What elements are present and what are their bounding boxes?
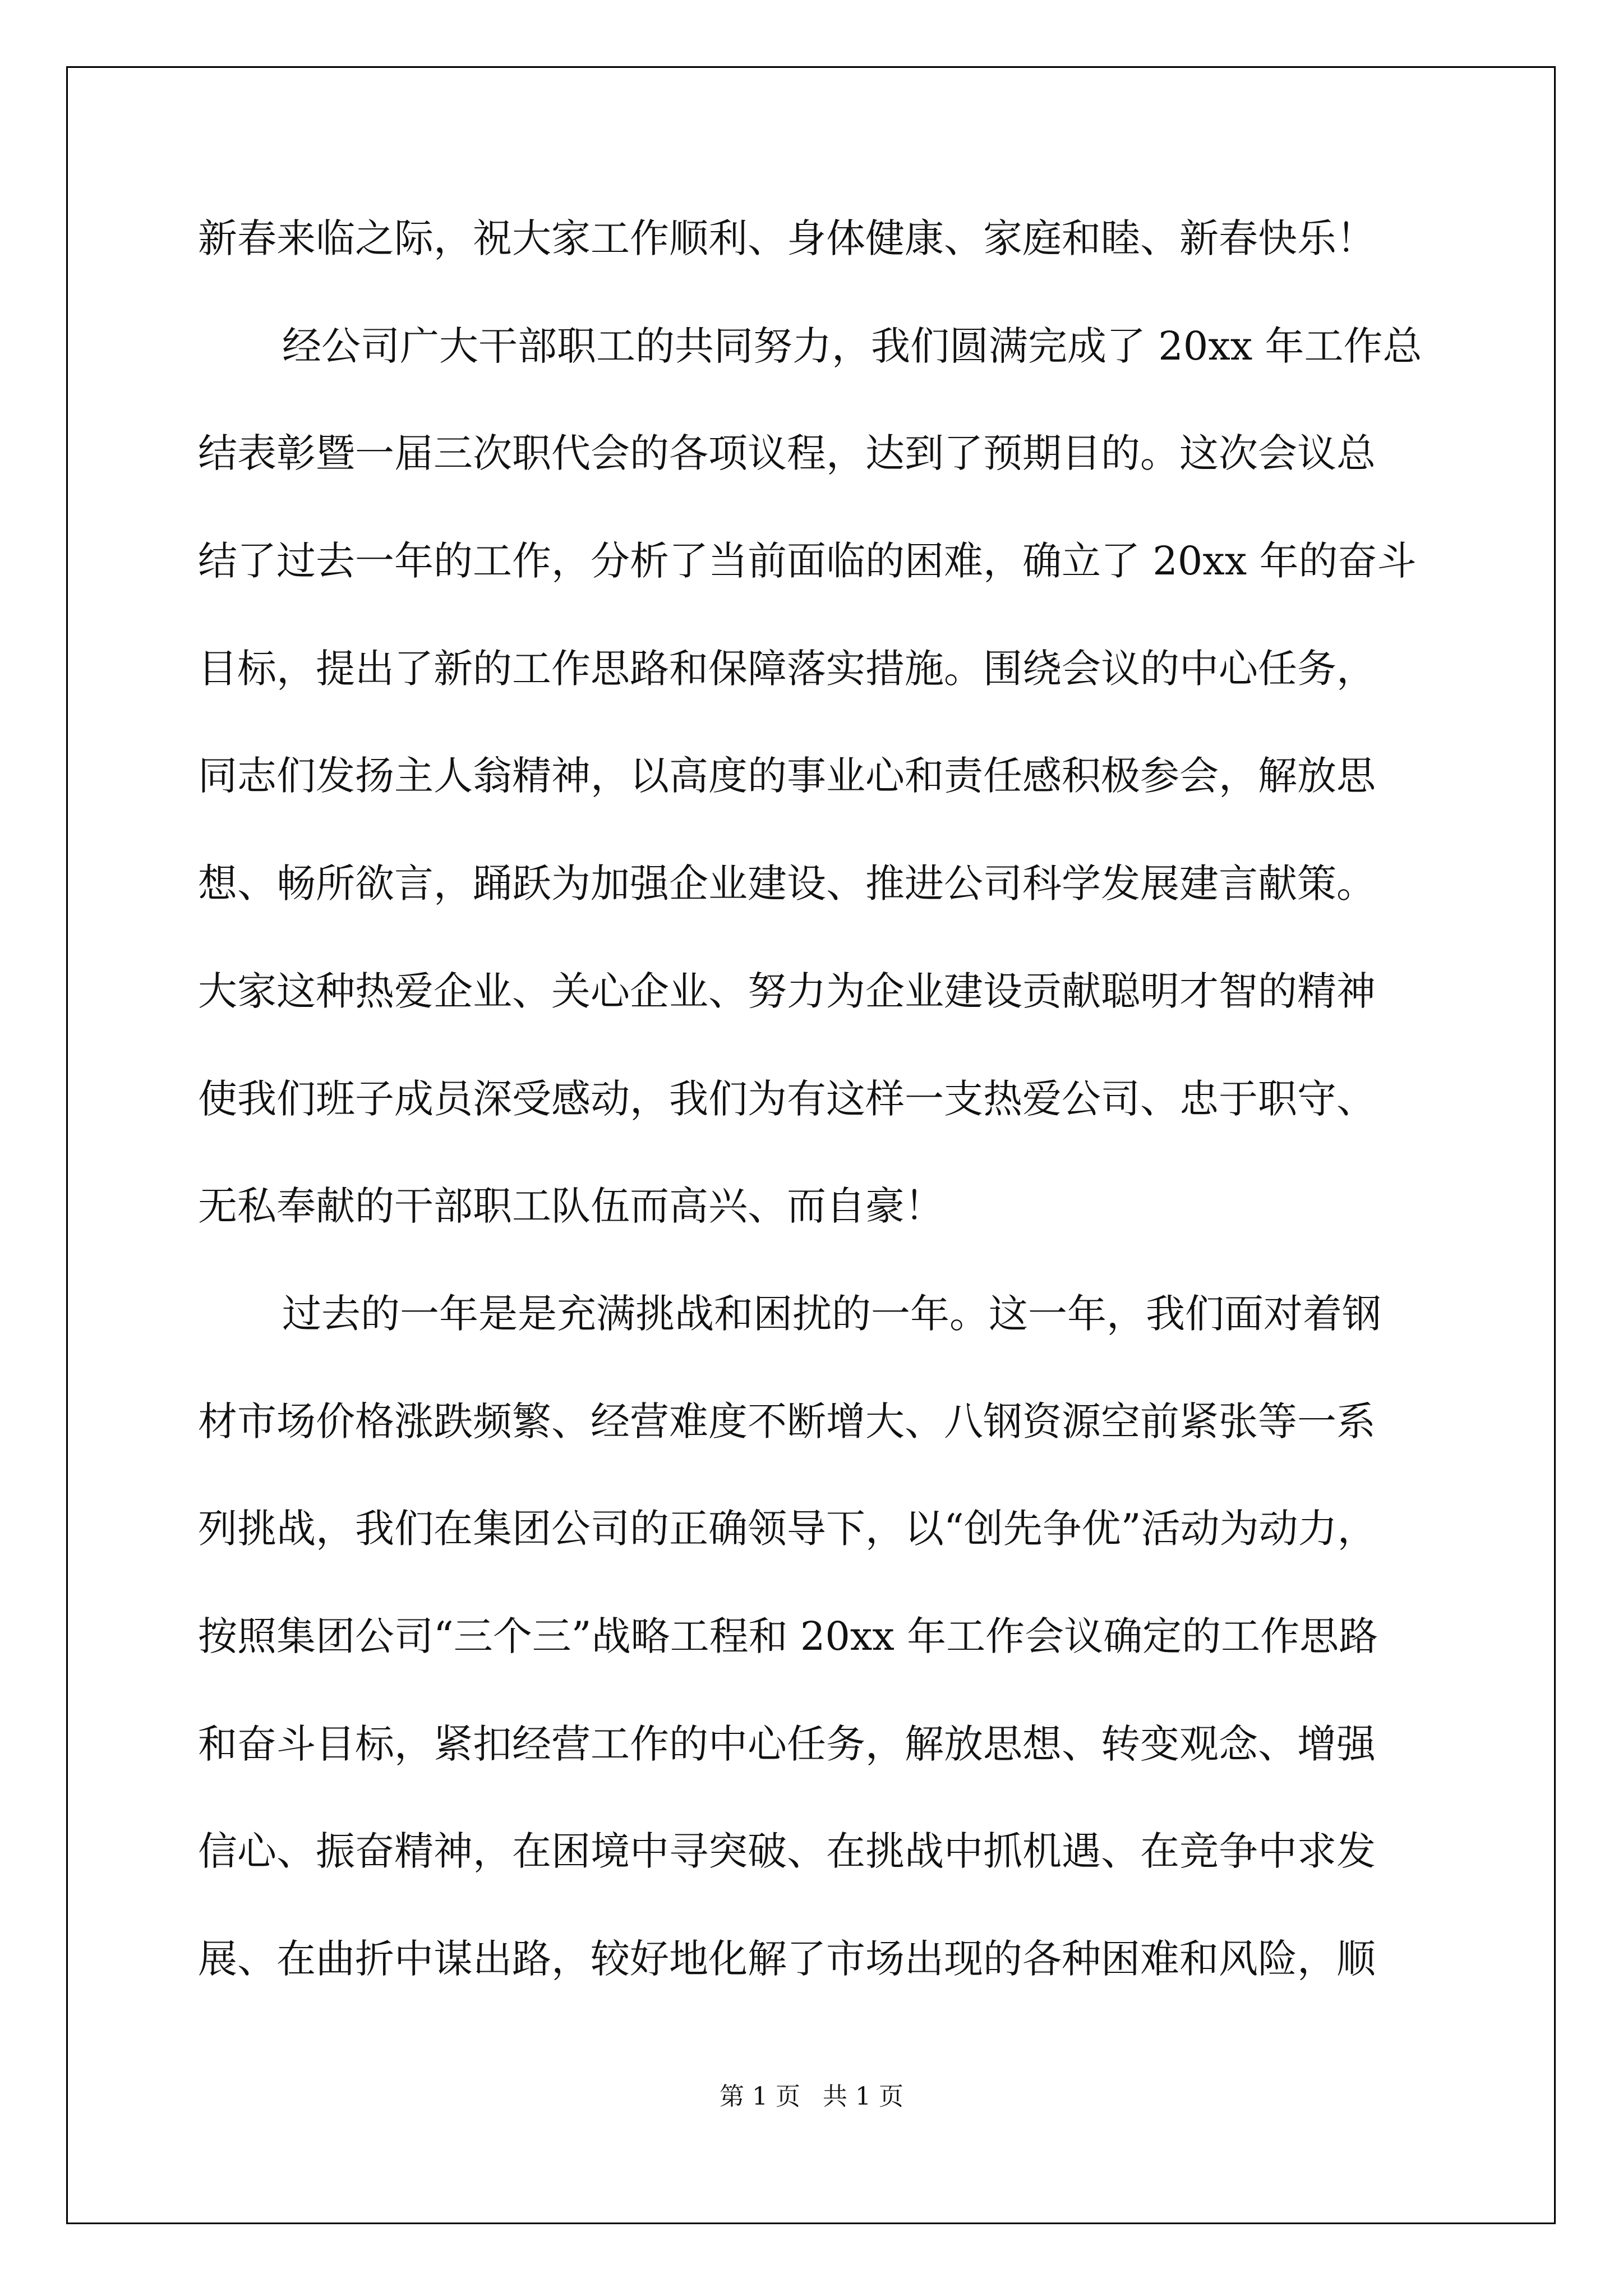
text-line: 大家这种热爱企业、关心企业、努力为企业建设贡献聪明才智的精神 [198,968,1376,1014]
text-line: 结了过去一年的工作，分析了当前面临的困难，确立了 20xx 年的奋斗 [198,538,1417,585]
text-line: 列挑战，我们在集团公司的正确领导下，以“创先争优”活动为动力， [198,1506,1377,1552]
text-line: 和奋斗目标，紧扣经营工作的中心任务，解放思想、转变观念、增强 [198,1720,1376,1767]
text-line: 新春来临之际，祝大家工作顺利、身体健康、家庭和睦、新春快乐！ [198,215,1376,261]
text-line: 按照集团公司“三个三”战略工程和 20xx 年工作会议确定的工作思路 [198,1613,1378,1659]
text-line: 经公司广大干部职工的共同努力，我们圆满完成了 20xx 年工作总 [282,323,1422,369]
text-line: 目标，提出了新的工作思路和保障落实措施。围绕会议的中心任务， [198,645,1376,692]
page-number: 第 1 页 [720,2082,800,2111]
document-body [198,185,1460,2013]
text-line: 结表彰暨一届三次职代会的各项议程，达到了预期目的。这次会议总 [198,430,1376,477]
page-total: 共 1 页 [823,2082,903,2111]
text-line: 使我们班子成员深受感动，我们为有这样一支热爱公司、忠于职守、 [198,1075,1376,1122]
text-line: 材市场价格涨跌频繁、经营难度不断增大、八钢资源空前紧张等一系 [198,1398,1376,1444]
text-line: 同志们发扬主人翁精神，以高度的事业心和责任感积极参会，解放思 [198,753,1376,799]
text-line: 无私奉献的干部职工队伍而高兴、而自豪！ [198,1183,944,1230]
text-line: 展、在曲折中谋出路，较好地化解了市场出现的各种困难和风险，顺 [198,1936,1376,1982]
text-line: 信心、振奋精神，在困境中寻突破、在挑战中抓机遇、在竞争中求发 [198,1828,1376,1875]
page-footer [0,2080,1623,2114]
text-line: 过去的一年是是充满挑战和困扰的一年。这一年，我们面对着钢 [282,1290,1381,1337]
text-line: 想、畅所欲言，踊跃为加强企业建设、推进公司科学发展建言献策。 [198,861,1376,907]
